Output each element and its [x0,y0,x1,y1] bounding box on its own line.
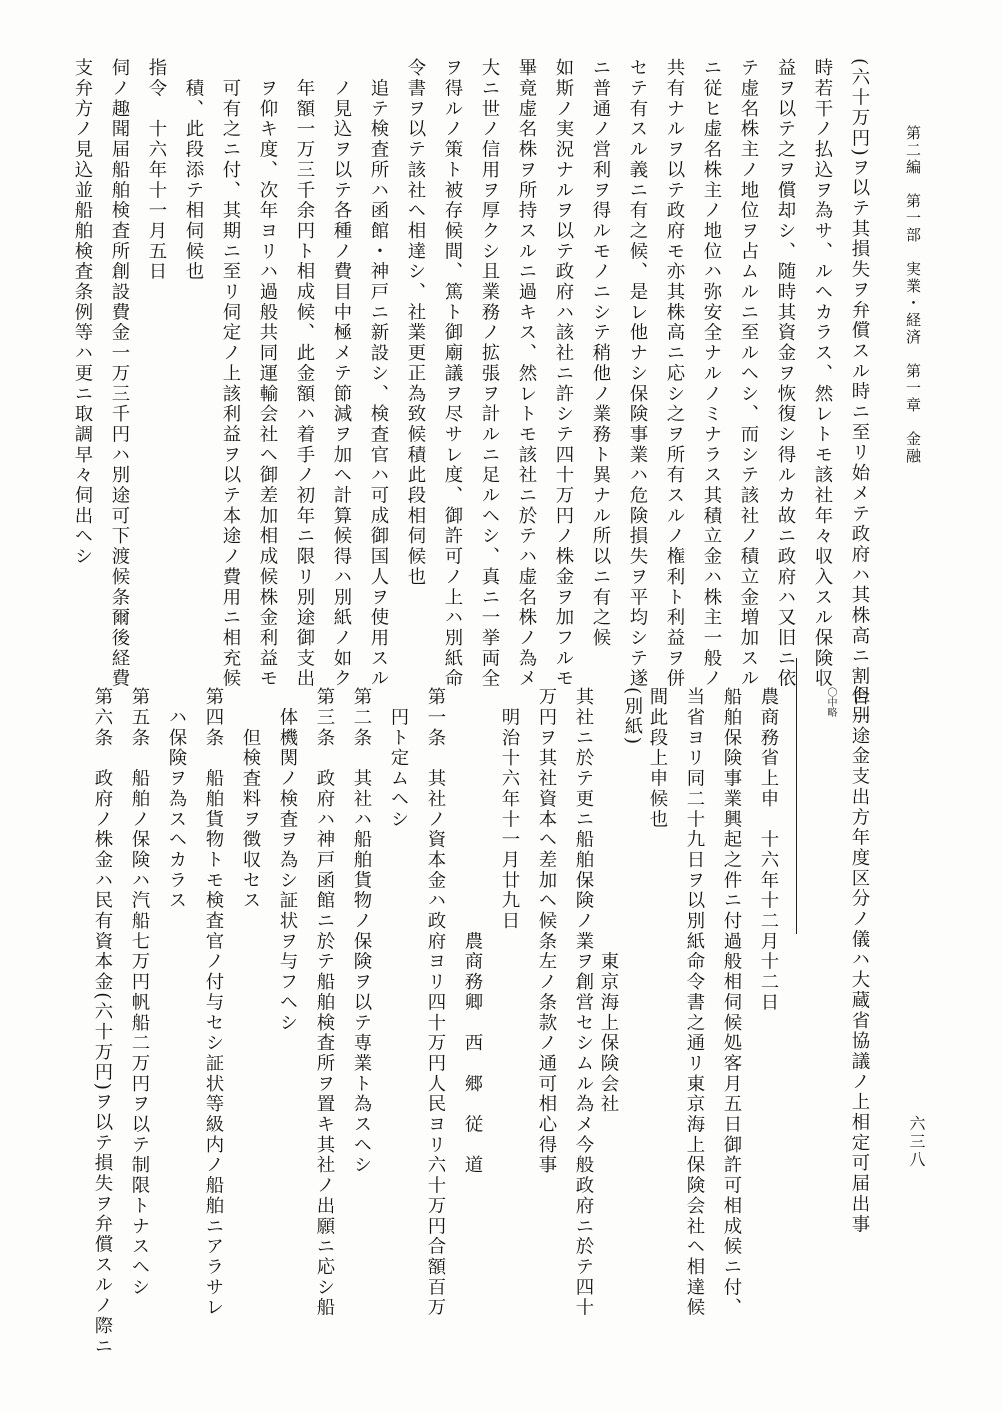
upper-text-line: セテ有スル義ニ有之候、是レ他ナシ保険事業ハ危険損失ヲ平均シテ遂 [627,58,648,689]
upper-text-line: 共有ナルヲ以テ政府モ亦其株高ニ応シ之ヲ所有スルノ権利ト利益ヲ併 [664,58,685,689]
lower-text-line: 農商務省上申 十六年十二月十二日 [758,687,779,1013]
upper-text-line: 畢竟虚名株ヲ所持スルニ過キス、然レトモ該社ニ於テハ虚名株ノ為メ [516,58,537,689]
section-divider [796,658,797,934]
upper-text-line: ニ普通ノ営利ヲ得ルモノニシテ稍他ノ業務ト異ナル所以ニ有之候 [590,58,611,649]
running-header: 第二編 第一部 実業・経済 第一章 金融 [904,125,922,465]
upper-text-line: ニ従ヒ虚名株主ノ地位ハ弥安全ナルノミナラス其積立金ハ株主一般ノ [701,58,722,689]
lower-text-line: 第三条 政府ハ神戸函館ニ於テ船舶検査所ヲ置キ其社ノ出願ニ応シ船 [314,687,335,1318]
upper-text-line: 支弁方ノ見込並船舶検査条例等ハ更ニ取調早々伺出ヘシ [72,58,93,567]
lower-text-line: 万円ヲ其社資本ヘ差加ヘ候条左ノ条款ノ通可相心得事 [536,687,557,1176]
upper-text-line: 可有之ニ付、其期ニ至リ伺定ノ上該利益ヲ以テ本途ノ費用ニ相充候 [220,58,241,689]
lower-text-line: 第六条 政府ノ株金ハ民有資本金(六十万円)ヲ以テ損失ヲ弁償スルノ際ニ [92,687,113,1357]
upper-text-line: ヲ得ルノ策ト被存候間、篤ト御廟議ヲ尽サレ度、御許可ノ上ハ別紙命 [442,58,463,689]
upper-text-line: (六十万円)ヲ以テ其損失ヲ弁償スル時ニ至リ始メテ政府ハ其株高ニ割合一 [849,58,870,728]
upper-text-line: 追テ検査所ハ函館・神戸ニ新設シ、検査官ハ可成御国人ヲ使用スル [368,58,389,689]
lower-text-line: 其社ニ於テ更ニ船舶保険ノ業ヲ創営セシムル為メ今般政府ニ於テ四十 [573,687,594,1318]
lower-text-line: 当省ヨリ同二十九日ヲ以別紙命令書之通リ東京海上保険会社ヘ相達候 [684,687,705,1318]
upper-text-line: ヲ仰キ度、次年ヨリハ過般共同運輸会社ヘ御差加相成候株金利益モ [257,58,278,689]
lower-text-line: 第二条 其社ハ船舶貨物ノ保険ヲ以テ専業ト為スヘシ [351,687,372,1176]
lower-text-line: 第一条 其社ノ資本金ハ政府ヨリ四十万円人民ヨリ六十万円合額百万 [425,687,446,1318]
page-number: 六三八 [907,1115,926,1169]
upper-text-line: 大ニ世ノ信用ヲ厚クシ且業務ノ拡張ヲ計ルニ足ルヘシ、真ニ一挙両全 [479,58,500,689]
lower-text-line: 体機関ノ検査ヲ為シ証状ヲ与フヘシ [277,687,298,1033]
upper-text-line: 年額一万三千余円ト相成候、此金額ハ着手ノ初年ニ限リ別途御支出 [294,58,315,689]
upper-text-line: テ虚名株主ノ地位ヲ占ムルニ至ルヘシ、而シテ該社ノ積立金増加スル [738,58,759,689]
omission-mark: 〇中略 [825,687,836,717]
lower-text-line: 船舶保険事業興起之件ニ付過般相伺候処客月五日御許可相成候ニ付、 [721,687,742,1318]
upper-text-line: 指令 十六年十一月五日 [146,58,167,282]
upper-text-line: 時若干ノ払込ヲ為サ、ルヘカラス、然レトモ該社年々収入スル保険収 [812,58,833,689]
lower-text-line: 農商務卿 西 郷 従 道 [462,687,483,1176]
lower-text-line: 間此段上申候也 [647,687,668,830]
lower-text-line: 明治十六年十一月廿九日 [499,687,520,932]
lower-text-line: 第五条 船舶ノ保険ハ汽船七万円帆船二万円ヲ以テ制限トナスヘシ [129,687,150,1298]
upper-text-line: 令書ヲ以テ該社ヘ相達シ、社業更正為致候積此段相伺候也 [405,58,426,588]
upper-text-line: 益ヲ以テ之ヲ償却シ、随時其資金ヲ恢復シ得ルカ故ニ政府ハ又旧ニ依 [775,58,796,689]
upper-text-line: 伺ノ趣聞届船舶検査所創設費金一万三千円ハ別途可下渡候条爾後経費 [109,58,130,689]
upper-text-line: 積、此段添テ相伺候也 [183,58,204,282]
lower-text-line: 第四条 船舶貨物トモ検査官ノ付与セシ証状等級内ノ船舶ニアラサレ [203,687,224,1318]
lower-text-line: 東京海上保険会社 [598,687,619,1115]
lower-text-line: ハ保険ヲ為スヘカラス [166,687,187,911]
upper-text-line: 如斯ノ実況ナルヲ以テ政府ハ該社ニ許シテ四十万円ノ株金ヲ加フルモ [553,58,574,689]
lower-text-line: (別紙) [622,687,643,746]
lower-text-line: 円ト定ムヘシ [388,687,409,830]
lower-text-line: 但検査料ヲ徴収セス [240,687,261,911]
proviso-line: 但別途金支出方年度区分ノ儀ハ大蔵省協議ノ上相定可届出事 [849,685,870,1235]
upper-text-line: ノ見込ヲ以テ各種ノ費目中極メテ節減ヲ加ヘ計算候得ハ別紙ノ如ク [331,58,352,689]
